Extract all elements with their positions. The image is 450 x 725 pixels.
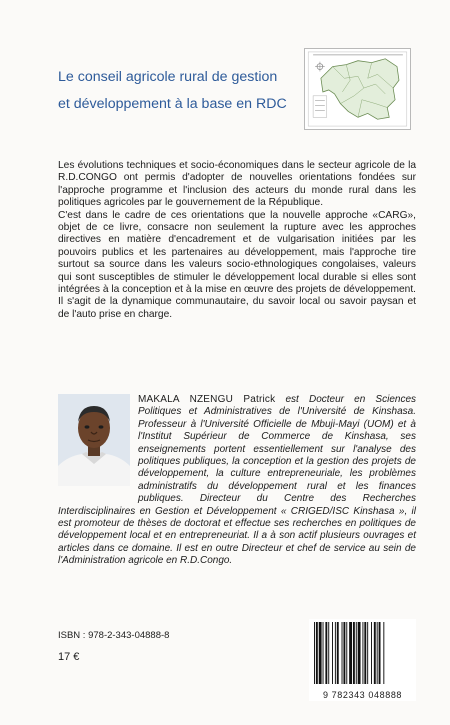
book-title-line-2: et développement à la base en RDC [58, 96, 287, 112]
author-bio-text: est Docteur en Sciences Politiques et Administratives de l'Université de Kinshasa. Professeur à l'Université Officielle de Mbuji-Mayi (UOM) et à l'Institut Supérieur de Commerce de Kinshasa, ses enseignements portent essentiellement sur l'analyse des politiques publiques, la conception et la gestion des projets de développement, la culture entrepreneuriale, les problèmes administratifs du développement rural et les finances publiques. Directeur du Centre des Recherches Interdisciplinaires en Gestion et Développement « CRIGED/ISC Kinshasa », il est promoteur de thèses de doctorat et effectue ses recherches en politiques de développement local et en entrepreneuriat. Il a à son actif plusieurs ouvrages et articles dans ce domaine. Il est en outre Directeur et chef de service au sein de l'Administration agricole en R.D.Congo. [58, 394, 417, 567]
barcode-icon [309, 619, 416, 701]
book-title-line-1: Le conseil agricole rural de gestion [58, 69, 278, 85]
isbn-label: ISBN : 978-2-343-04888-8 [58, 630, 170, 641]
author-name: MAKALA NZENGU Patrick [138, 394, 276, 405]
author-portrait [58, 394, 130, 486]
book-title [58, 64, 298, 118]
back-cover-summary [58, 160, 416, 321]
price-label: 17 € [58, 651, 80, 663]
drc-map-icon [304, 48, 411, 130]
summary-paragraph-2: C'est dans le cadre de ces orientations que la nouvelle approche «CARG», objet de ce livre, consacre non seulement la rupture avec les approches directives en matière d'encadrement et de vulgarisation initiées par les pouvoirs publics et les partenaires au développement, mais l'approche tire surtout sa source dans les valeurs socio-ethnologiques congolaises, valeurs qui sont susceptibles de stimuler le développement local durable si elles sont intégrées à la conception et à la mise en œuvre des projets de développement. Il s'agit de la dynamique communautaire, du savoir local ou savoir paysan et de l'auto prise en charge. [58, 209, 416, 320]
summary-paragraph-1: Les évolutions techniques et socio-économiques dans le secteur agricole de la R.D.CONGO ont permis d'adopter de nouvelles orientations fondées sur l'approche programme et l'inclusion des acteurs du monde rural dans les politiques agricoles par le gouvernement de la République. [58, 160, 416, 209]
barcode-digits: 9 782343 048888 [322, 690, 403, 700]
